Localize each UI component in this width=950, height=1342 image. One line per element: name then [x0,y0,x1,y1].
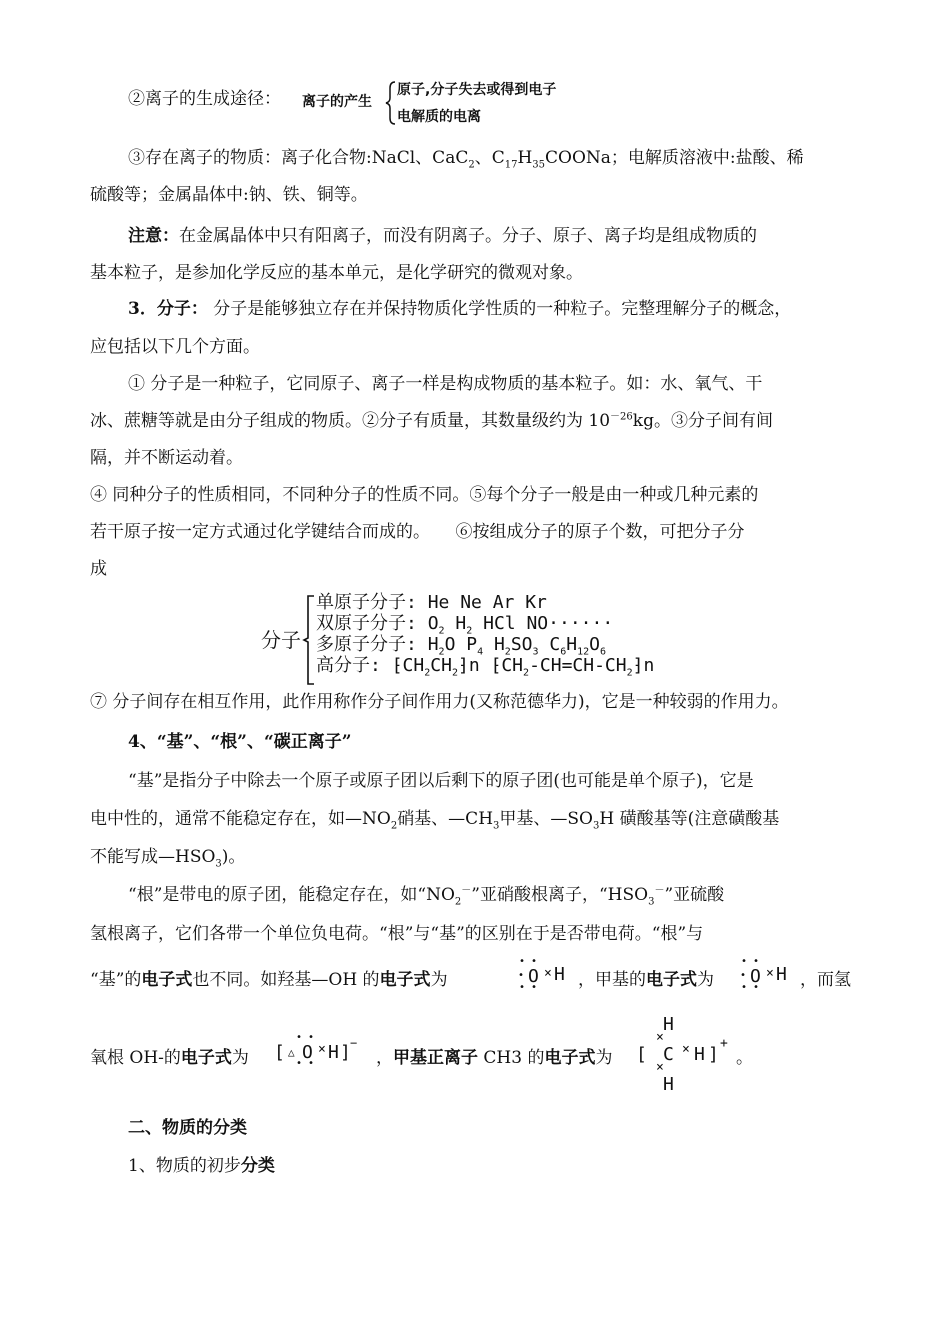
section2-heading: 二、物质的分类 [128,1118,247,1138]
root-line-3c: ，而氢 [800,970,851,990]
radical-line-2: 电中性的，通常不能稳定存在，如$—NO_2$硝基、$—CH_3$甲基、$—SO_3H$ 磺酸基等(注意磺酸基 [90,809,780,832]
note-line-2: 基本粒子，是参加化学反应的基本单元，是化学研究的微观对象。 [90,263,583,283]
root-line-4a: 氧根 OH-的电子式为 [90,1048,249,1068]
classify-row-di: 双原子分子: $O_2$ $H_2$ HCl NO······ [316,613,614,637]
radical-heading: 4、“基”、“根”、“碳正离子” [128,732,352,752]
root-line-4b: ，甲基正离子 CH3 的电子式为 [376,1048,613,1068]
points-line-1: ① 分子是一种粒子，它同原子、离子一样是构成物质的基本粒子。如：水、氧气、干 [128,374,763,394]
ion-route-brace [385,80,397,126]
classify-row-mono: 单原子分子: He Ne Ar Kr [316,592,547,613]
note-line-1: 注意：在金属晶体中只有阳离子，而没有阴离子。分子、原子、离子均是组成物质的 [128,226,757,246]
classify-root: 分子 [261,628,301,652]
classify-rows [316,592,655,679]
radical-line-3: 不能写成$—HSO_3$)。 [90,847,246,870]
ion-route-label: ②离子的生成途径： [128,89,281,109]
molecule-line-1: 3．分子： 分子是能够独立存在并保持物质化学性质的一种粒子。完整理解分子的概念， [128,299,792,319]
ion-exist-line-1: ③存在离子的物质：离子化合物:NaCl、CaC$_2$、$C_{17}H_{35}COONa$；电解质溶液中:盐酸、稀 [128,148,804,171]
classify-row-high: 高分子: $⁅CH_2CH_2⁆n$ $⁅CH_2-CH=CH-CH_2⁆n$ [316,655,655,679]
molecule-line-2: 应包括以下几个方面。 [90,337,260,357]
hydroxide-lewis: [ △ O • • • • × H ] − [274,1032,358,1069]
points-line-2: 冰、蔗糖等就是由分子组成的物质。②分子有质量，其数量级约为 $10^{-26}kg$。③分子间有间 [90,411,773,431]
ion-exist-line-2: 硫酸等；金属晶体中:钠、铁、铜等。 [90,185,368,205]
vdw-line: ⑦ 分子间存在相互作用，此作用称作分子间作用力(又称范德华力)，它是一种较弱的作用力。 [90,692,789,712]
classify-brace [302,594,316,686]
ion-route-item-1: 原子,分子失去或得到电子 [397,82,557,98]
radical-line-1: “基”是指分子中除去一个原子或原子团以后剩下的原子团(也可能是单个原子)，它是 [128,771,754,791]
points-line-6: 成 [90,559,107,579]
ion-route-item-2: 电解质的电离 [397,109,481,125]
ion-route-fig-title: 离子的产生 [302,94,372,110]
root-line-3a: “基”的电子式也不同。如羟基—OH 的电子式为 [90,970,448,990]
points-line-4: ④ 同种分子的性质相同，不同种分子的性质不同。⑤每个分子一般是由一种或几种元素的 [90,485,759,505]
hydroxyl-lewis: O • • • • • × H [518,956,565,993]
points-line-3: 隔，并不断运动着。 [90,448,243,468]
root-line-3b: ，甲基的电子式为 [578,970,714,990]
classify-row-poly: 多原子分子: $H_2O$ $P_4$ $H_2SO_3$ $C_6H_{12}O_6$ [316,634,607,658]
section2-subheading: 1、物质的初步分类 [128,1156,275,1176]
root-line-1: “根”是带电的原子团，能稳定存在，如“$NO_2^-$”亚硝酸根离子，“$HSO_3^-$”亚硫酸 [128,885,725,908]
methyl-lewis: O • • • • • × H [740,956,787,993]
methyl-cation-lewis: [ H × C × H × H ] + [636,1014,728,1095]
root-line-2: 氢根离子，它们各带一个单位负电荷。“根”与“基”的区别在于是否带电荷。“根”与 [90,924,704,944]
points-line-5: 若干原子按一定方式通过化学键结合而成的。 ⑥按组成分子的原子个数，可把分子分 [90,522,745,542]
root-line-4c: 。 [736,1048,753,1068]
